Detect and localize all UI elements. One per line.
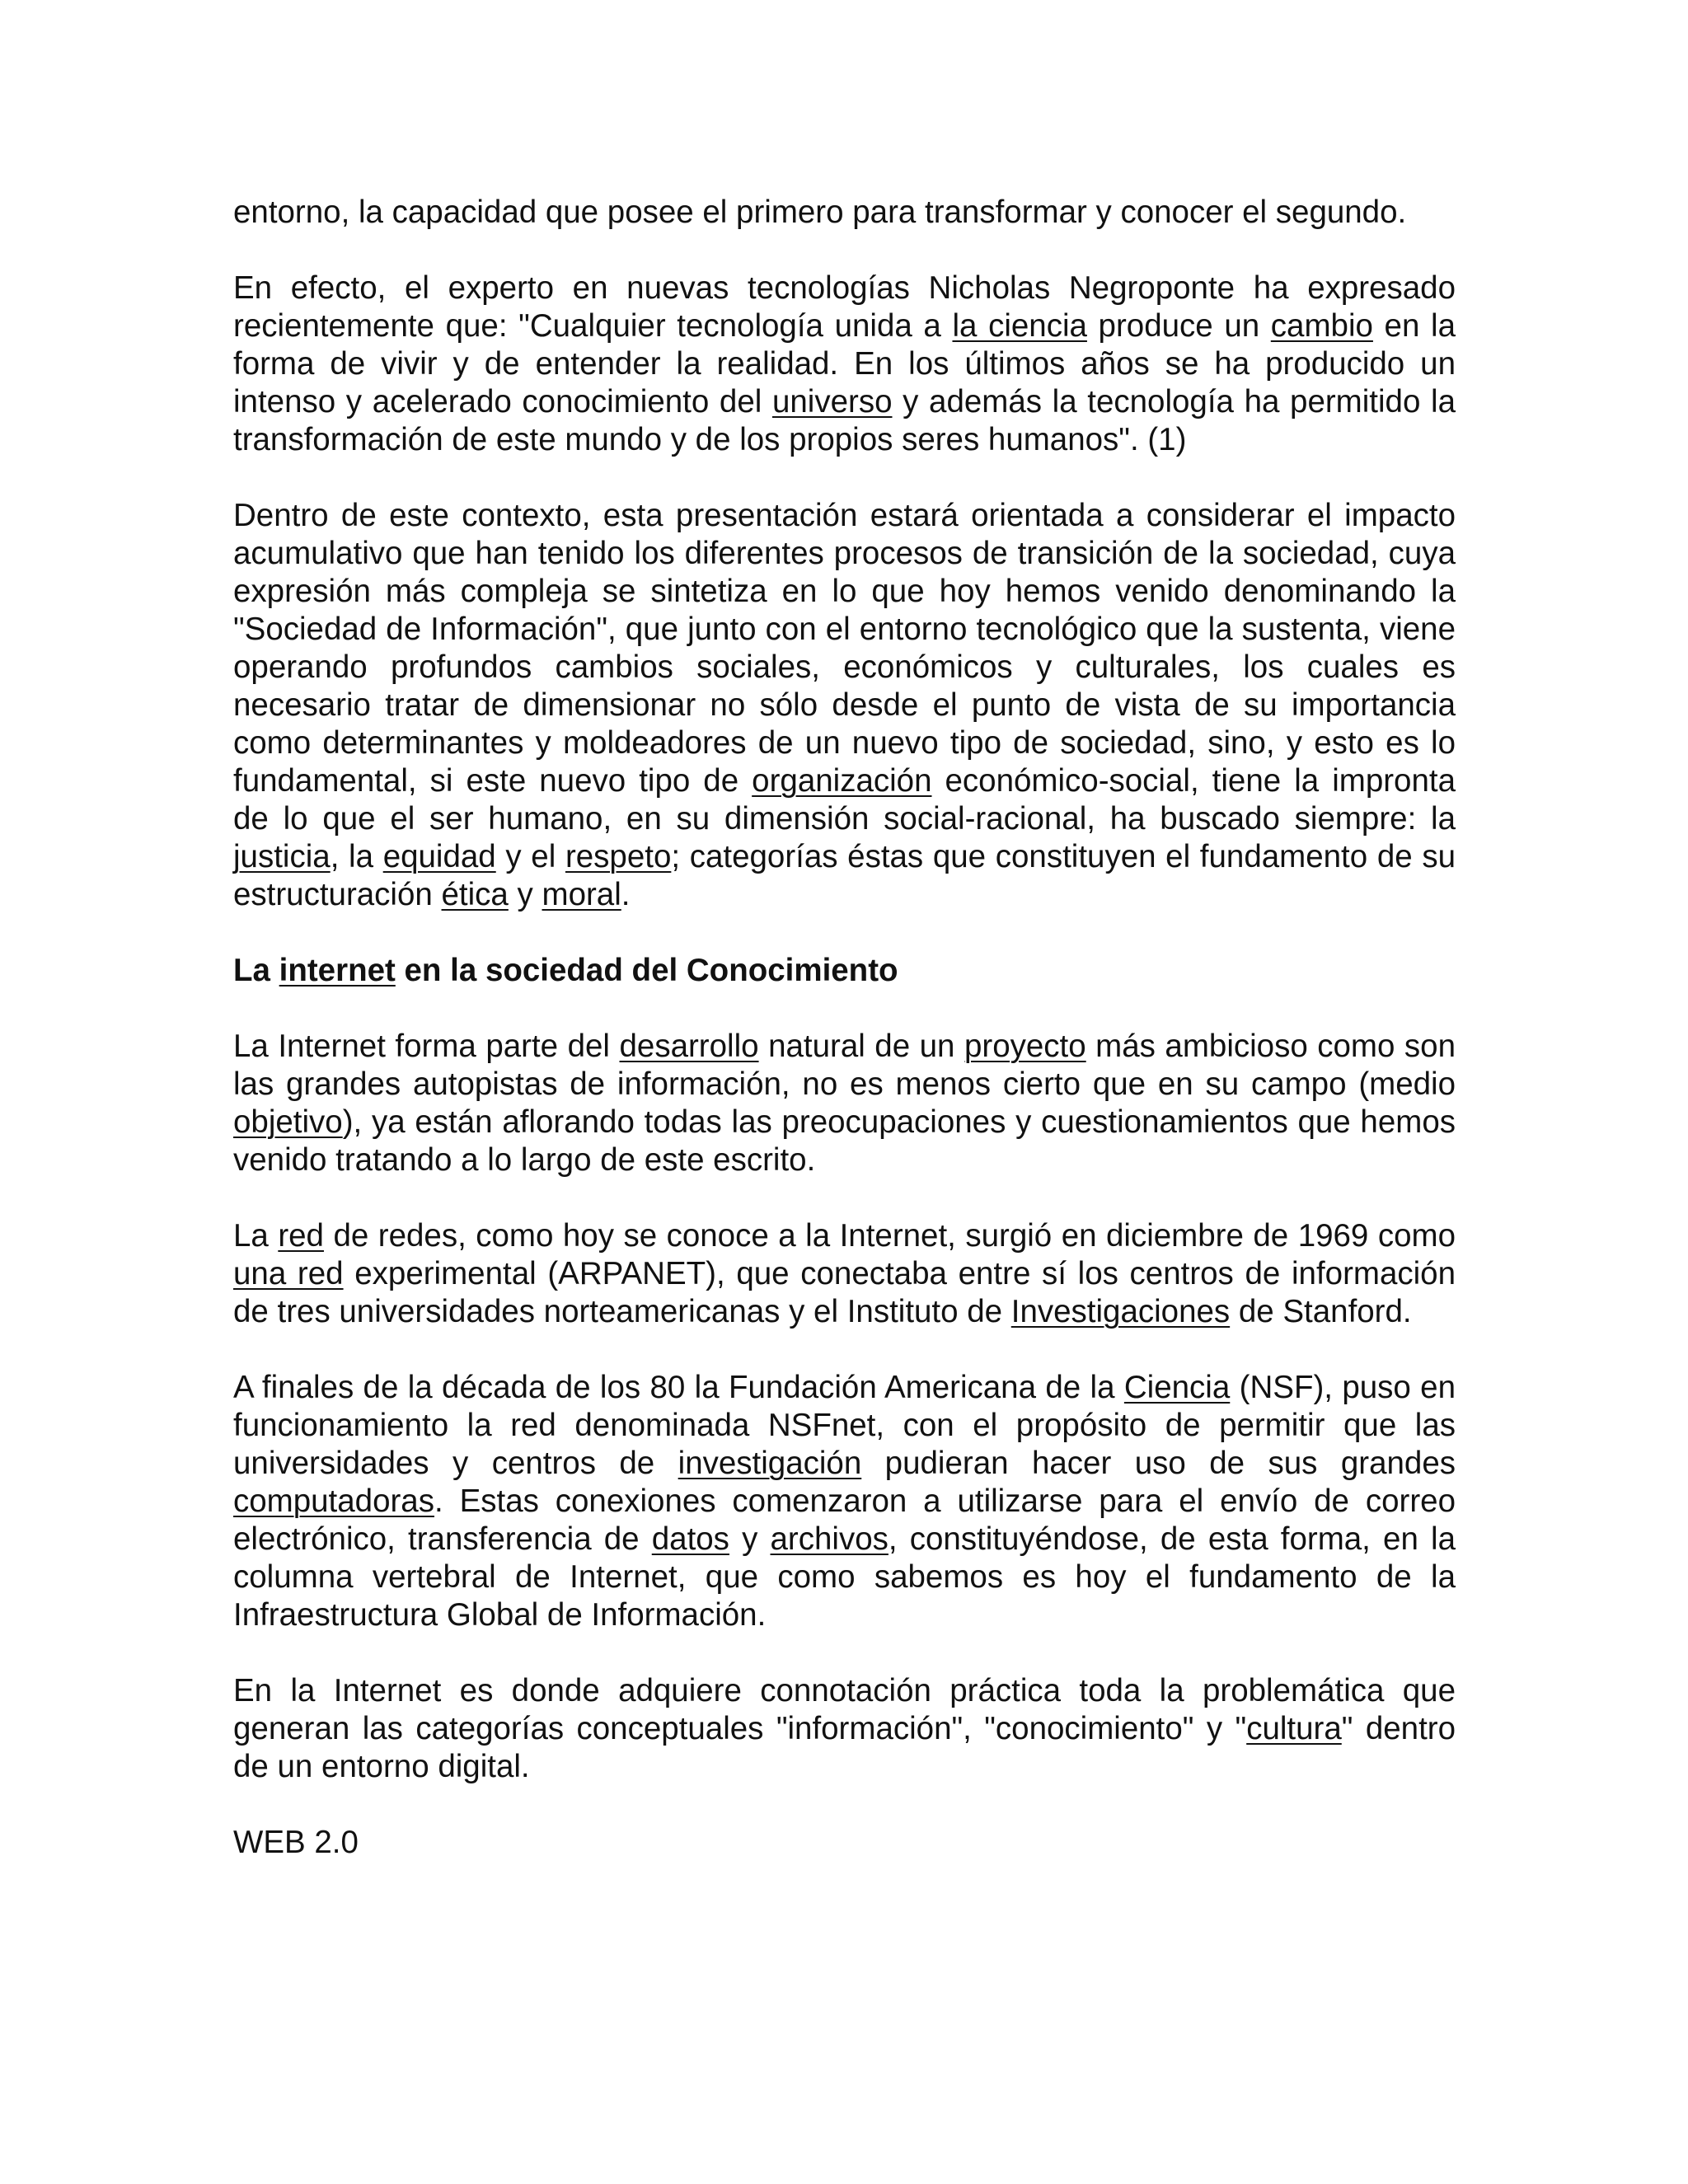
paragraph: [233, 1672, 1456, 1786]
document-page: [233, 194, 1456, 1862]
text-segment: (NSF), puso en funcionamiento la red denominada NSFnet, con el propósito de permitir que las universidades y centros de: [233, 1370, 1456, 1481]
paragraph: [233, 1217, 1456, 1331]
text-segment: de redes, como hoy se conoce a la Internet, surgió en diciembre de 1969 como: [323, 1218, 1456, 1254]
text-segment: ), ya están aflorando todas las preocupaciones y cuestionamientos que hemos venido tratando a lo largo de este escrito.: [233, 1104, 1456, 1178]
link-una-red[interactable]: una red: [233, 1256, 344, 1291]
text-segment: pudieran hacer uso de sus grandes: [861, 1446, 1456, 1481]
text-segment: experimental (ARPANET), que conectaba entre sí los centros de información de tres universidades norteamericanas y el Instituto de: [233, 1256, 1456, 1329]
link-computadoras[interactable]: computadoras: [233, 1483, 434, 1519]
text-segment: en la forma de vivir y de entender la realidad. En los últimos años se ha producido un intenso y acelerado conocimiento del: [233, 308, 1456, 419]
link-objetivo[interactable]: objetivo: [233, 1104, 343, 1140]
section-label-web-2: [233, 1824, 1456, 1862]
paragraph: [233, 1369, 1456, 1634]
link-justicia[interactable]: justicia: [233, 839, 331, 874]
link-ciencia[interactable]: Ciencia: [1123, 1370, 1231, 1405]
link-internet[interactable]: internet: [279, 953, 396, 988]
section-heading: [233, 952, 1456, 990]
text-segment: Dentro de este contexto, esta presentación estará orientada a considerar el impacto acumulativo que han tenido los diferentes procesos de transición de la sociedad, cuya expresión más compleja se sintetiza en lo que hoy hemos venido denominando la "Sociedad de Información", que junto con el entorno tecnológico que la sustenta, viene operando profundos cambios sociales, económicos y culturales, los cuales es necesario tratar de dimensionar no sólo desde el punto de vista de su importancia como determinantes y moldeadores de un nuevo tipo de sociedad, sino, y esto es lo fundamental, si este nuevo tipo de: [233, 498, 1456, 799]
link-investigaciones[interactable]: Investigaciones: [1010, 1294, 1231, 1329]
text-segment: ; categorías éstas que constituyen el fundamento de su estructuración: [233, 839, 1456, 912]
text-segment: La Internet forma parte del: [233, 1029, 620, 1064]
text-segment: La: [233, 1218, 279, 1254]
text-segment: y el: [495, 839, 565, 874]
link-organizacion[interactable]: organización: [752, 763, 932, 799]
text-segment: en la sociedad del Conocimiento: [395, 953, 898, 988]
link-archivos[interactable]: archivos: [770, 1521, 889, 1557]
text-segment: más ambicioso como son las grandes autopistas de información, no es menos cierto que en su campo (medio: [233, 1029, 1456, 1102]
text-segment: .: [621, 877, 631, 912]
link-datos[interactable]: datos: [651, 1521, 729, 1557]
paragraph: [233, 269, 1456, 459]
text-segment: A finales de la década de los 80 la Fundación Americana de la: [233, 1370, 1124, 1405]
text-segment: , la: [330, 839, 383, 874]
text-segment: En la Internet es donde adquiere connotación práctica toda la problemática que generan las categorías conceptuales "información", "conocimiento" y ": [233, 1673, 1456, 1746]
text-segment: WEB 2.0: [233, 1825, 359, 1860]
link-red[interactable]: red: [278, 1218, 324, 1254]
paragraph: [233, 497, 1456, 914]
link-investigacion[interactable]: investigación: [678, 1446, 862, 1481]
paragraph: [233, 194, 1456, 232]
text-segment: En efecto, el experto en nuevas tecnologías Nicholas Negroponte ha expresado recientemente que: "Cualquier tecnología unida a: [233, 270, 1456, 344]
paragraph: [233, 1028, 1456, 1179]
text-segment: . Estas conexiones comenzaron a utilizarse para el envío de correo electrónico, transferencia de: [233, 1483, 1456, 1557]
text-segment: económico-social, tiene la impronta de lo que el ser humano, en su dimensión social-racional, ha buscado siempre: la: [233, 763, 1456, 837]
text-segment: " dentro de un entorno digital.: [233, 1711, 1456, 1784]
text-segment: y además la tecnología ha permitido la transformación de este mundo y de los propios seres humanos". (1): [233, 384, 1456, 457]
text-segment: , constituyéndose, de esta forma, en la columna vertebral de Internet, que como sabemos es hoy el fundamento de la Infraestructura Global de Información.: [233, 1521, 1456, 1633]
text-segment: entorno, la capacidad que posee el primero para transformar y conocer el segundo.: [233, 194, 1407, 230]
text-segment: de Stanford.: [1230, 1294, 1412, 1329]
link-proyecto[interactable]: proyecto: [964, 1029, 1086, 1064]
text-segment: produce un: [1086, 308, 1271, 344]
link-etica[interactable]: ética: [441, 877, 509, 912]
link-cambio[interactable]: cambio: [1270, 308, 1373, 344]
link-la-ciencia[interactable]: la ciencia: [952, 308, 1087, 344]
link-equidad[interactable]: equidad: [382, 839, 496, 874]
link-moral[interactable]: moral: [542, 877, 621, 912]
text-segment: y: [508, 877, 542, 912]
text-segment: La: [233, 953, 279, 988]
link-cultura[interactable]: cultura: [1246, 1711, 1342, 1746]
link-universo[interactable]: universo: [771, 384, 893, 419]
text-segment: y: [729, 1521, 771, 1557]
link-respeto[interactable]: respeto: [565, 839, 672, 874]
text-segment: natural de un: [758, 1029, 964, 1064]
link-desarrollo[interactable]: desarrollo: [619, 1029, 759, 1064]
